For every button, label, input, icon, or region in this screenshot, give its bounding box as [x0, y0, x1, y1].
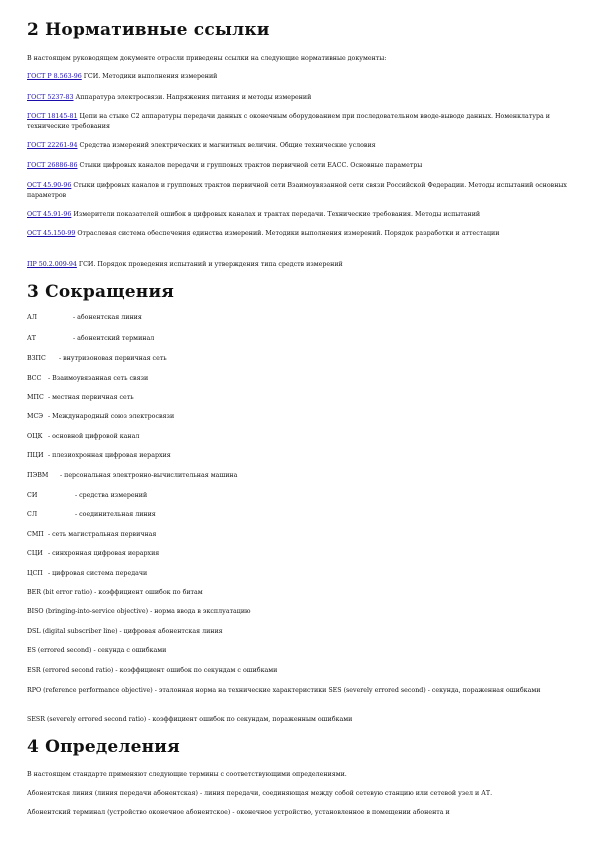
section-2-intro: В настоящем руководящем документе отрасли приведены ссылки на следующие нормативные документы:	[27, 55, 387, 62]
abbreviation-term: СИ	[27, 492, 38, 499]
reference-text: Стыки цифровых каналов передачи и групповых трактов первичной сети ЕАСС. Основные параметры	[77, 162, 423, 169]
abbreviation-term: АЛ	[27, 314, 38, 321]
abbreviation-item	[27, 666, 567, 676]
abbreviation-item	[27, 627, 567, 637]
reference-text: Отраслевая система обеспечения единства измерений. Методики выполнения измерений. Порядок разработки и аттестации	[75, 230, 500, 237]
abbreviation-term: ВСС	[27, 375, 42, 382]
abbreviation-term: SESR (severely errored second ratio)	[27, 716, 147, 723]
abbreviation-item	[27, 393, 567, 403]
reference-link[interactable]: ОСТ 45.90-96	[27, 182, 72, 189]
reference-link[interactable]: ГОСТ 26886-86	[27, 162, 78, 169]
reference-item	[27, 181, 567, 200]
abbreviation-item	[27, 354, 567, 364]
abbreviation-item	[27, 313, 567, 323]
abbreviation-definition: - эталонная норма на технические характеристики SES (severely errored second) - секунда, пораженная ошибками	[154, 687, 541, 694]
abbreviation-term: ПЭВМ	[27, 472, 49, 479]
abbreviation-definition: - абонентский терминал	[73, 335, 155, 342]
reference-text: Цепи на стыке С2 аппаратуры передачи данных с оконечным оборудованием при последовательном вводе-выводе данных. Номенклатура и технические требования	[27, 113, 550, 130]
reference-link[interactable]: ГОСТ 22261-94	[27, 142, 78, 149]
abbreviation-definition: - Взаимоувязанная сеть связи	[48, 375, 149, 382]
reference-item	[27, 260, 567, 270]
reference-item	[27, 161, 567, 171]
abbreviation-item	[27, 451, 567, 461]
abbreviation-term: BER (bit error ratio)	[27, 589, 93, 596]
abbreviation-item	[27, 432, 567, 442]
abbreviation-term: МСЭ	[27, 413, 44, 420]
abbreviation-definition: - коэффициент ошибок по секундам, пораженным ошибками	[148, 716, 353, 723]
abbreviation-definition: - средства измерений	[75, 492, 148, 499]
abbreviation-term: СЦИ	[27, 550, 43, 557]
reference-link[interactable]: ОСТ 45.91-96	[27, 211, 72, 218]
section-3-heading: 3 Сокращения	[27, 282, 175, 302]
definition-item: Абонентская линия (линия передачи абонентская) - линия передачи, соединяющая между собой сетевую станцию или сетевой узел и АТ.	[27, 790, 493, 797]
section-4-heading: 4 Определения	[27, 737, 180, 757]
abbreviation-definition: - секунда с ошибками	[93, 647, 167, 654]
abbreviation-definition: - плезиохронная цифровая иерархия	[48, 452, 171, 459]
abbreviation-term: АТ	[27, 335, 36, 342]
abbreviation-term: ПЦИ	[27, 452, 44, 459]
abbreviation-term: СМП	[27, 531, 44, 538]
abbreviation-definition: - внутризоновая первичная сеть	[59, 355, 167, 362]
abbreviation-definition: - местная первичная сеть	[48, 394, 134, 401]
abbreviation-term: ВЗПС	[27, 355, 46, 362]
reference-text: Измерители показателей ошибок в цифровых каналах и трактах передачи. Технические требования. Методы испытаний	[71, 211, 481, 218]
abbreviation-item	[27, 607, 567, 617]
abbreviation-item	[27, 412, 567, 422]
abbreviation-term: BISO (bringing-into-service objective)	[27, 608, 149, 615]
abbreviation-term: ОЦК	[27, 433, 43, 440]
abbreviation-definition: - основной цифровой канал	[48, 433, 140, 440]
abbreviation-item	[27, 646, 567, 656]
abbreviation-definition: - абонентская линия	[73, 314, 142, 321]
abbreviation-term: RPO (reference performance objective)	[27, 687, 153, 694]
abbreviation-item	[27, 510, 567, 520]
reference-text: Аппаратура электросвязи. Напряжения питания и методы измерений	[73, 94, 312, 101]
abbreviation-term: ЦСП	[27, 570, 43, 577]
section-2-heading: 2 Нормативные ссылки	[27, 20, 270, 40]
reference-link[interactable]: ГОСТ 18145-81	[27, 113, 78, 120]
abbreviation-item	[27, 491, 567, 501]
abbreviation-definition: - синхронная цифровая иерархия	[48, 550, 160, 557]
abbreviation-term: МПС	[27, 394, 44, 401]
abbreviation-item	[27, 588, 567, 598]
reference-link[interactable]: ГОСТ 5237-83	[27, 94, 74, 101]
reference-link[interactable]: ПР 50.2.009-94	[27, 261, 77, 268]
abbreviation-definition: - коэффициент ошибок по битам	[94, 589, 203, 596]
abbreviation-item	[27, 374, 567, 384]
reference-item	[27, 229, 567, 239]
abbreviation-definition: - коэффициент ошибок по секундам с ошибками	[115, 667, 278, 674]
reference-item	[27, 72, 567, 82]
abbreviation-definition: - соединительная линия	[75, 511, 156, 518]
abbreviation-definition: - цифровая абонентская линия	[119, 628, 223, 635]
reference-link[interactable]: ОСТ 45.150-99	[27, 230, 76, 237]
abbreviation-item	[27, 471, 567, 481]
abbreviation-definition: - цифровая система передачи	[48, 570, 148, 577]
reference-text: Средства измерений электрических и магнитных величин. Общие технические условия	[77, 142, 376, 149]
reference-text: Стыки цифровых каналов и групповых трактов первичной сети Взаимоувязанной сети связи Российской Федерации. Методы испытаний основных параметров	[27, 182, 567, 199]
abbreviation-term: СЛ	[27, 511, 38, 518]
abbreviation-term: ES (errored second)	[27, 647, 92, 654]
abbreviation-definition: - персональная электронно-вычислительная машина	[60, 472, 238, 479]
definition-item: Абонентский терминал (устройство оконечное абонентское) - оконечное устройство, установленное в помещении абонента и	[27, 809, 450, 816]
reference-item	[27, 210, 567, 220]
reference-text: ГСИ. Порядок проведения испытаний и утверждения типа средств измерений	[76, 261, 343, 268]
abbreviation-item	[27, 549, 567, 559]
abbreviation-term: DSL (digital subscriber line)	[27, 628, 118, 635]
reference-link[interactable]: ГОСТ Р 8.563-96	[27, 73, 82, 80]
abbreviation-item	[27, 686, 567, 696]
abbreviation-item	[27, 334, 567, 344]
abbreviation-item	[27, 715, 567, 725]
reference-item	[27, 112, 567, 131]
abbreviation-definition: - сеть магистральная первичная	[48, 531, 157, 538]
abbreviation-definition: - Международный союз электросвязи	[48, 413, 175, 420]
abbreviation-term: ESR (errored second ratio)	[27, 667, 114, 674]
abbreviation-item	[27, 569, 567, 579]
reference-item	[27, 93, 567, 103]
reference-item	[27, 141, 567, 151]
abbreviation-item	[27, 530, 567, 540]
abbreviation-definition: - норма ввода в эксплуатацию	[150, 608, 251, 615]
reference-text: ГСИ. Методики выполнения измерений	[81, 73, 218, 80]
section-4-intro: В настоящем стандарте применяют следующие термины с соответствующими определениями.	[27, 771, 347, 778]
